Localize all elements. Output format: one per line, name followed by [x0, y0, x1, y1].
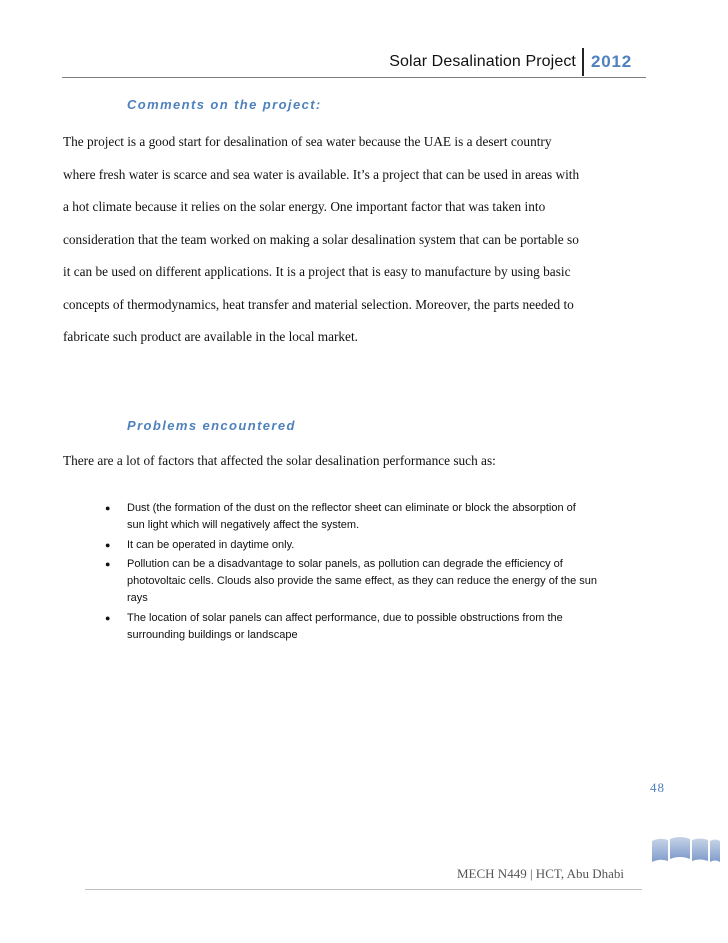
paragraph-line: a hot climate because it relies on the solar energy. One important factor that was taken into — [63, 199, 546, 214]
list-item — [100, 537, 660, 554]
bullet-icon: ● — [105, 612, 111, 623]
list-item — [100, 610, 660, 645]
list-item-line: It can be operated in daytime only. — [127, 538, 295, 551]
header-block — [389, 47, 632, 77]
list-item-line: The location of solar panels can affect performance, due to possible obstructions from the — [127, 611, 563, 624]
problems-list — [100, 500, 660, 646]
document-title: Solar Desalination Project — [389, 53, 576, 70]
list-item-line: sun light which will negatively affect the system. — [127, 519, 360, 532]
document-year: 2012 — [590, 52, 632, 71]
bullet-icon: ● — [105, 558, 111, 569]
list-item-line: Pollution can be a disadvantage to solar panels, as pollution can degrade the efficiency of — [127, 557, 563, 570]
footer-text: MECH N449 | HCT, Abu Dhabi — [457, 866, 625, 881]
list-item — [100, 556, 660, 608]
bullet-icon: ● — [105, 539, 111, 550]
footer-rule — [85, 889, 642, 890]
comments-paragraph — [63, 126, 648, 354]
paragraph-line: fabricate such product are available in the local market. — [63, 329, 358, 344]
paragraph-line: The project is a good start for desalination of sea water because the UAE is a desert country — [63, 134, 552, 149]
list-item — [100, 500, 660, 535]
paragraph-line: where fresh water is scarce and sea water is available. It’s a project that can be used in areas with — [63, 166, 580, 182]
problems-intro: There are a lot of factors that affected the solar desalination performance such as: — [63, 453, 496, 468]
paragraph-line: it can be used on different applications. It is a project that is easy to manufacture by using basic — [63, 264, 571, 279]
paragraph-line: concepts of thermodynamics, heat transfer and material selection. Moreover, the parts needed to — [63, 296, 574, 312]
problems-heading: Problems encountered — [127, 418, 296, 433]
header-rule — [62, 77, 646, 78]
bullet-icon: ● — [105, 503, 111, 513]
list-item-line: surrounding buildings or landscape — [127, 629, 298, 642]
page-number: 48 — [650, 780, 665, 795]
list-item-line: Dust (the formation of the dust on the reflector sheet can eliminate or block the absorption of — [127, 502, 576, 514]
list-item-line: photovoltaic cells. Clouds also provide the same effect, as they can reduce the energy of the sun — [127, 575, 598, 588]
header-divider — [582, 48, 584, 76]
paragraph-line: consideration that the team worked on making a solar desalination system that can be portable so — [63, 231, 579, 247]
list-item-line: rays — [127, 592, 148, 605]
comments-heading: Comments on the project: — [127, 97, 322, 112]
page-corner-ribbon-icon — [650, 835, 722, 865]
